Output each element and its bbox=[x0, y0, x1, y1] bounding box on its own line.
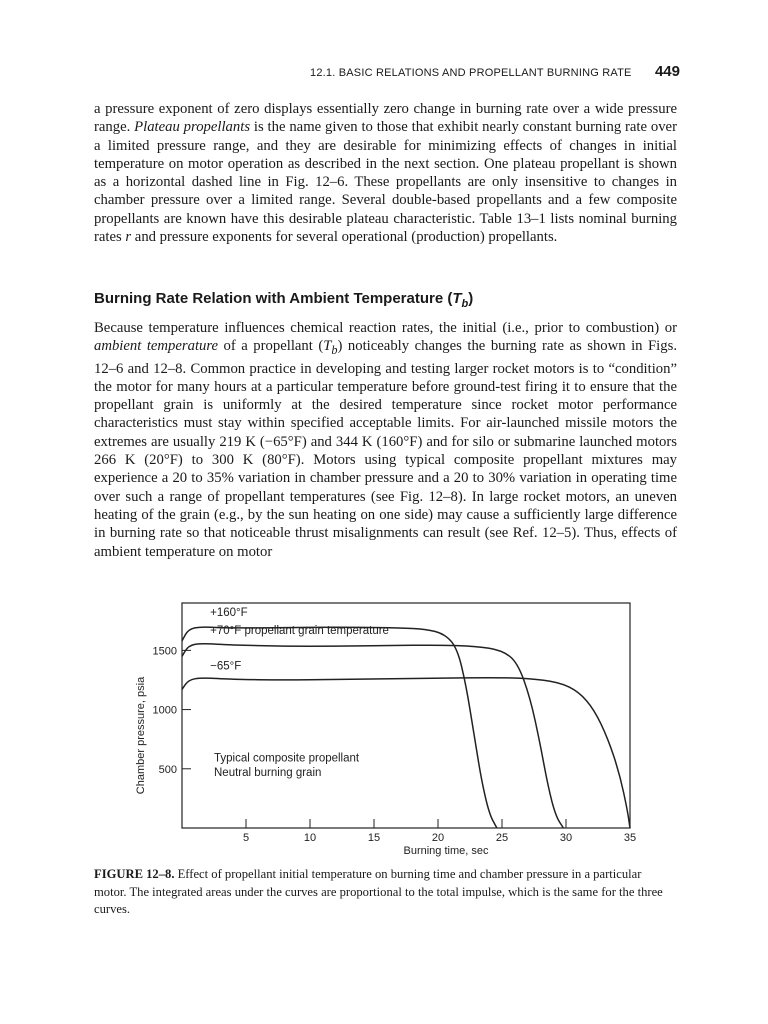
para-2-text-b: of a propellant ( bbox=[218, 338, 324, 355]
annotation-grain: Neutral burning grain bbox=[214, 766, 322, 779]
y-axis-title: Chamber pressure, psia bbox=[135, 676, 147, 795]
para-2-text-c: ) noticeably changes the burning rate as shown in Figs. 12–6 and 12–8. Common practice in developing and testing larger rocket motors is to “condition” the motor for many hours at a particular temperature before ground-test firing it to ensure that the propellant grain is uniformly at the desired temperature since rocket motor performance characteristics must stay within specified acceptable limits. For air-launched missile motors the extremes are usually 219 K (−65°F) and 344 K (160°F) and for silo or submarine launched motors 266 K (20°F) to 300 K (80°F). Motors using typical composite propellant mixtures may experience a 20 to 35% variation in chamber pressure and a 20 to 30% variation in operating time over such a range of propellant temperatures (see Fig. 12–8). In large rocket motors, an uneven heating of the grain (e.g., by the sun heating on one side) may cause a sufficiently large difference in burning rate so that noticeable thrust misalignments can result (see Ref. 12–5). Thus, effects of ambient temperature on motor bbox=[94, 338, 677, 560]
section-heading-symbol: T bbox=[452, 290, 462, 307]
x-tick-label: 15 bbox=[367, 832, 381, 844]
para-2-italic-term: ambient temperature bbox=[94, 338, 219, 355]
burning-time-chart bbox=[120, 590, 680, 865]
x-tick-label: 25 bbox=[495, 832, 509, 844]
series-label-2: +70°F propellant grain temperature bbox=[210, 624, 389, 637]
series-label-1: +160°F bbox=[210, 607, 248, 620]
section-heading-text: Burning Rate Relation with Ambient Temperature ( bbox=[94, 290, 453, 307]
x-tick-label: 10 bbox=[303, 832, 317, 844]
para-2-subscript: b bbox=[331, 343, 338, 358]
x-tick-label: 5 bbox=[242, 832, 250, 844]
section-heading-close: ) bbox=[468, 290, 474, 307]
running-head: 12.1. BASIC RELATIONS AND PROPELLANT BURNING RATE bbox=[310, 67, 632, 79]
figure-caption-label: FIGURE 12–8. bbox=[94, 867, 175, 881]
annotation-propellant: Typical composite propellant bbox=[214, 752, 360, 765]
series-line-1 bbox=[182, 624, 497, 828]
section-heading bbox=[94, 290, 473, 310]
para-2-text-a: Because temperature influences chemical reaction rates, the initial (i.e., prior to combustion) or bbox=[94, 320, 677, 336]
y-tick-label: 500 bbox=[158, 763, 177, 776]
x-axis-title: Burning time, sec bbox=[403, 845, 489, 857]
para-1-text-a: a pressure exponent of zero displays essentially zero change in burning rate over a wide pressure range. bbox=[94, 101, 677, 136]
para-1-italic-symbol: r bbox=[125, 229, 132, 246]
body-paragraph-2 bbox=[94, 319, 677, 561]
section-heading-subscript: b bbox=[461, 298, 469, 310]
para-1-text-c: and pressure exponents for several operational (production) propellants. bbox=[131, 229, 558, 246]
figure-12-8 bbox=[120, 590, 680, 865]
y-tick-label: 1000 bbox=[152, 704, 177, 717]
para-1-italic-term: Plateau propellants bbox=[134, 119, 251, 136]
y-tick-label: 1500 bbox=[152, 645, 177, 658]
figure-caption bbox=[94, 866, 677, 919]
page-header bbox=[310, 63, 680, 85]
para-1-text-b: is the name given to those that exhibit nearly constant burning rate over a limited pressure range, and they are desirable for minimizing effects of changes in initial temperature on motor operation as described in the next section. One plateau propellant is shown as a horizontal dashed line in Fig. 12–6. These propellants are only insensitive to changes in chamber pressure over a limited range. Several double-based propellants and a few composite propellants are known have this desirable plateau characteristic. Table 13–1 lists nominal burning rates bbox=[94, 119, 677, 246]
series-label-3: −65°F bbox=[210, 660, 242, 673]
x-tick-label: 20 bbox=[431, 832, 445, 844]
page-number: 449 bbox=[654, 63, 680, 80]
x-tick-label: 35 bbox=[623, 832, 637, 844]
para-2-italic-symbol: T bbox=[323, 338, 332, 355]
body-paragraph-1 bbox=[94, 100, 677, 246]
figure-caption-text: Effect of propellant initial temperature on burning time and chamber pressure in a particular motor. The integrated areas under the curves are proportional to the total impulse, which is the same for the three curves. bbox=[94, 867, 663, 916]
x-tick-label: 30 bbox=[559, 832, 573, 844]
